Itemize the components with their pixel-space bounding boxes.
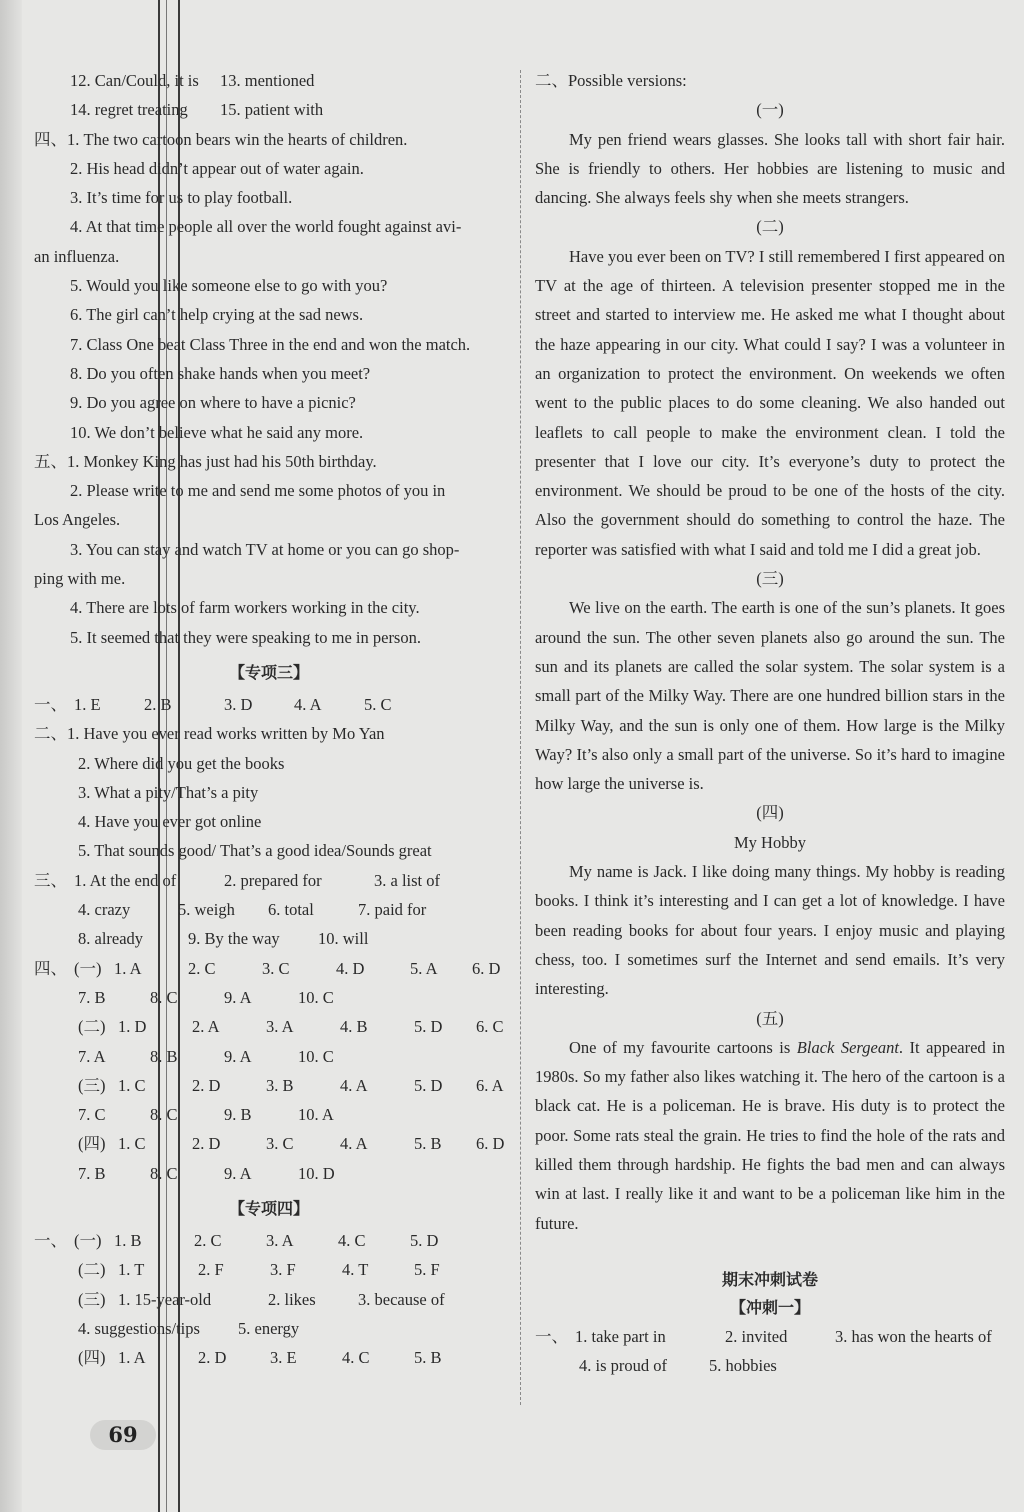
answer-line: an influenza. [34, 246, 120, 266]
sprint-1-heading: 【冲刺一】 [729, 1297, 810, 1317]
special-3-part-2: 二、1. Have you ever read works written by Mo Yan [34, 724, 385, 744]
section-5-line: 五、1. Monkey King has just had his 50th birthday. [34, 451, 377, 471]
version-number: (五) [756, 1008, 784, 1028]
answer-line: 6. The girl can’t help crying at the sad news. [70, 305, 364, 325]
right-column [535, 66, 1005, 1380]
special-4-heading: 【专项四】 [228, 1198, 309, 1218]
answer-line: 5. That sounds good/ That’s a good idea/Sounds great [78, 841, 432, 861]
answer-line: 5. Would you like someone else to go with you? [70, 276, 388, 296]
possible-versions-intro: 二、Possible versions: [535, 71, 687, 90]
answer-line: 7. B 8. C 9. A 10. C [78, 987, 334, 1007]
answer-line: ping with me. [34, 569, 126, 589]
answer-line: 12. Can/Could, it is 13. mentioned [70, 71, 315, 90]
answer-line: 4. is proud of 5. hobbies [579, 1356, 777, 1376]
answer-line: 4. crazy 5. weigh 6. total 7. paid for [78, 900, 427, 920]
special-3-heading: 【专项三】 [228, 662, 309, 682]
answer-line: (三) 1. 15-year-old 2. likes 3. because of [78, 1289, 445, 1309]
version-number: (一) [756, 100, 784, 120]
special-3-part-4: 四、 (一) 1. A 2. C 3. C 4. D 5. A 6. D [34, 958, 501, 978]
answer-line: (四) 1. A 2. D 3. E 4. C 5. B [78, 1348, 442, 1368]
answer-line: 10. We don’t believe what he said any more. [70, 422, 364, 442]
final-part-1: 一、 1. take part in 2. invited 3. has won the hearts of [535, 1326, 992, 1346]
answer-line: 4. Have you ever got online [78, 812, 262, 832]
version-5-text: One of my favourite cartoons is Black Sergeant. It appeared in 1980s. So my father also likes watching it. The hero of the cartoon is a black cat. He is a policeman. He is brave. His duty is to protect the poor. Some rats steal the grain. He tries to find the hole of the rats and killed them through hardship. He fights the bad men and can always win at last. I really like it and want to be a policeman like him in the future. [535, 1037, 1005, 1233]
section-4-line: 四、1. The two cartoon bears win the hearts of children. [34, 129, 408, 149]
answer-line: 9. Do you agree on where to have a picnic? [70, 393, 356, 413]
answer-line: 2. Where did you get the books [78, 753, 285, 773]
answer-line: 2. Please write to me and send me some photos of you in [70, 481, 446, 501]
column-divider [520, 70, 521, 1405]
version-4-text: My name is Jack. I like doing many things. My hobby is reading books. I think it’s interesting and I can get a lot of knowledge. I have been reading books for about four years. I enjoy music and playing chess, too. I sometimes surf the Internet and send emails. It’s very interesting. [535, 862, 1005, 999]
version-3-text: We live on the earth. The earth is one of the sun’s planets. It goes around the sun. The other seven planets also go around the sun. The sun and its planets are called the solar system. The solar system is a small part of the Milky Way. There are one hundred billion stars in the Milky Way, and the sun is only one of them. How large is the Milky Way? It’s also only a small part of the universe. So it’s hard to imagine how large the universe is. [535, 598, 1005, 794]
answer-line: 7. B 8. C 9. A 10. D [78, 1163, 335, 1183]
answer-line: (二) 1. T 2. F 3. F 4. T 5. F [78, 1260, 440, 1280]
answer-line: Los Angeles. [34, 510, 121, 530]
final-exam-heading: 期末冲刺试卷 [721, 1269, 818, 1289]
answer-line: 3. What a pity/That’s a pity [78, 782, 259, 802]
answer-line: 7. A 8. B 9. A 10. C [78, 1046, 334, 1066]
answer-line: 7. Class One beat Class Three in the end and won the match. [70, 334, 471, 354]
answer-line: 4. There are lots of farm workers working in the city. [70, 598, 420, 618]
version-2-text: Have you ever been on TV? I still remembered I first appeared on TV at the age of thirteen. A television presenter stopped me in the street and started to interview me. He asked me what I thought about the haze appearing in our city. What could I say? I was a volunteer in an organization to protect the environment. On weekends we often went to the public places to do some cleaning. We also handed out leaflets to call people to make the environment clean. I told the presenter that I love our city. It’s everyone’s duty to protect the environment. We should be proud to be one of the hosts of the city. Also the government should do something to control the haze. The reporter was satisfied with what I said and told me I did a great job. [535, 246, 1005, 559]
version-number: (三) [756, 569, 784, 589]
answer-line: (二) 1. D 2. A 3. A 4. B 5. D 6. C [78, 1017, 504, 1037]
version-number: (四) [756, 803, 784, 823]
special-3-part-3: 三、 1. At the end of 2. prepared for 3. a list of [34, 870, 440, 890]
essay-title: My Hobby [734, 832, 806, 852]
special-4-part-1: 一、 (一) 1. B 2. C 3. A 4. C 5. D [34, 1230, 439, 1250]
special-3-part-1: 一、 1. E 2. B 3. D 4. A 5. C [34, 694, 392, 714]
answer-line: (四) 1. C 2. D 3. C 4. A 5. B 6. D [78, 1134, 505, 1154]
answer-line: 4. suggestions/tips 5. energy [78, 1318, 300, 1338]
answer-line: 5. It seemed that they were speaking to me in person. [70, 627, 421, 647]
answer-line: 14. regret treating 15. patient with [70, 100, 324, 120]
answer-line: 8. Do you often shake hands when you meet? [70, 363, 371, 383]
answer-line: 3. It’s time for us to play football. [70, 188, 293, 208]
version-number: (二) [756, 217, 784, 237]
answer-line: (三) 1. C 2. D 3. B 4. A 5. D 6. A [78, 1075, 504, 1095]
answer-line: 2. His head didn’t appear out of water again. [70, 158, 364, 178]
answer-line: 7. C 8. C 9. B 10. A [78, 1105, 334, 1125]
answer-line: 8. already 9. By the way 10. will [78, 929, 369, 949]
left-column [34, 66, 504, 1372]
book-binding [0, 0, 22, 1512]
version-1-text: My pen friend wears glasses. She looks tall with short fair hair. She is friendly to others. Her hobbies are listening to music and dancing. She always feels shy when she meets strangers. [535, 129, 1005, 208]
page-number: 69 [90, 1420, 156, 1450]
answer-line: 4. At that time people all over the world fought against avi- [70, 217, 462, 237]
answer-line: 3. You can stay and watch TV at home or you can go shop- [70, 539, 460, 559]
